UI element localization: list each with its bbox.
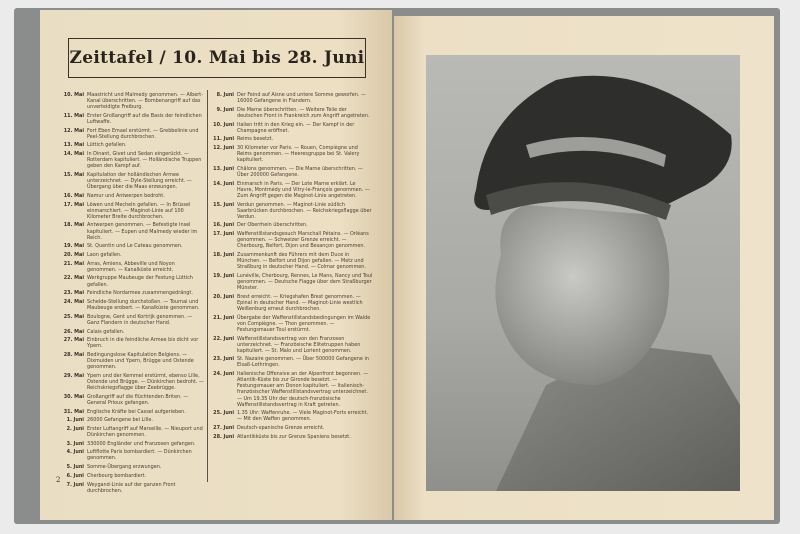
timeline-entry [210, 145, 373, 163]
entry-date: 6. Juni [66, 472, 84, 479]
entry-text: Der Oberrhein überschritten. [237, 222, 308, 229]
timeline-entry [60, 441, 205, 447]
entry-date: 28. Mai [63, 351, 84, 358]
timeline-entry [60, 222, 205, 240]
timeline-entry [210, 273, 373, 291]
timeline-entry [60, 482, 205, 494]
timeline-entry [60, 290, 205, 296]
page-title: Zeittafel / 10. Mai bis 28. Juni [69, 48, 365, 68]
entry-date: 21. Mai [63, 260, 84, 267]
entry-text: Der Feind auf Aisne und untere Somme geworfen. — 16000 Gefangene in Flandern. [237, 92, 366, 105]
timeline-entry [60, 92, 205, 110]
timeline-entry [60, 261, 205, 273]
entry-text: Luftflotte Paris bombardiert. — Dünkirchen genommen. [87, 449, 192, 462]
entry-text: Erster Großangriff auf die Basis der feindlichen Luftwaffe. [87, 112, 202, 125]
entry-text: Arras, Amiens, Abbeville und Noyon genommen. — Kanalküste erreicht. [87, 260, 175, 273]
entry-date: 26. Mai [63, 328, 84, 335]
timeline-entry [60, 373, 205, 391]
entry-text: Zusammenkunft des Führers mit dem Duce in München. — Belfort und Dijon gefallen. — Metz und Straßburg in deutscher Hand. — Colmar genommen. [237, 252, 366, 271]
timeline-entry [210, 371, 373, 408]
entry-date: 23. Juni [213, 356, 234, 363]
entry-date: 14. Juni [213, 180, 234, 187]
entry-text: Löwen und Mecheln gefallen. — In Brüssel einmarschiert. — Maginot-Linie auf 100 Kilometer Breite durchbrochen. [87, 201, 191, 220]
entry-text: Reims besetzt. [237, 136, 274, 143]
entry-date: 23. Mai [63, 290, 84, 297]
timeline-entry [60, 142, 205, 148]
entry-text: Ypern und der Kemmel erstürmt, ebenso Lille, Ostende und Brügge. — Dünkirchen bedroht. — Reichskriegsflagge über Zeebrügge. [87, 372, 204, 392]
timeline-entry [210, 294, 373, 312]
entry-text: Namur und Antwerpen bedroht. [87, 192, 165, 199]
entry-text: Die Marne überschritten. — Weitere Teile der deutschen Front in Frankreich zum Angriff angetreten. [237, 106, 370, 119]
entry-text: Atlantikküste bis zur Grenze Spaniens besetzt. [237, 433, 351, 440]
entry-text: Verdun genommen. — Maginot-Linie südlich Saarbrücken durchbrochen. — Reichskriegsflagge über Verdun. [237, 201, 372, 220]
entry-text: Lüttich gefallen. [87, 142, 127, 149]
timeline-left-column [60, 92, 205, 496]
entry-text: Antwerpen genommen. — Befestigte Insel kapituliert. — Eupen und Malmedy wieder im Reich. [87, 222, 198, 241]
timeline-entry [60, 337, 205, 349]
entry-date: 2. Juni [66, 425, 84, 432]
entry-text: Deutsch-spanische Grenze erreicht. [237, 425, 325, 432]
entry-date: 10. Mai [63, 92, 84, 98]
timeline-entry [60, 128, 205, 140]
entry-date: 12. Juni [213, 145, 234, 152]
entry-text: Boulogne, Gent und Kortrijk genommen. — Ganz Flandern in deutscher Hand. [87, 313, 193, 326]
entry-text: Maastricht und Malmedy genommen. — Albert-Kanal überschritten. — Bombenangriff auf das unverteidigte Freiburg. [87, 92, 203, 111]
entry-date: 25. Juni [213, 410, 234, 417]
entry-date: 15. Mai [63, 172, 84, 178]
entry-text: Übergabe der Waffenstillstandsbedingungen im Walde von Compiègne. — Thon genommen. — Festungsmauer Toul erstürmt. [237, 314, 371, 333]
timeline-entry [210, 336, 373, 354]
entry-text: Weygand-Linie auf der ganzen Front durchbrochen. [87, 481, 176, 494]
entry-text: Lunéville, Cherbourg, Rennes, Le Mans, Nancy und Toul genommen. — Deutsche Flagge über dem Straßburger Münster. [237, 272, 373, 292]
timeline-entry [210, 434, 373, 440]
timeline-entry [60, 314, 205, 326]
entry-date: 19. Juni [213, 272, 234, 279]
timeline-entry [60, 299, 205, 311]
entry-date: 5. Juni [66, 464, 84, 471]
entry-date: 25. Mai [63, 313, 84, 320]
entry-text: St. Quentin und Le Cateau genommen. [87, 243, 183, 250]
entry-date: 24. Mai [63, 298, 84, 305]
timeline-entry [60, 473, 205, 479]
timeline-entry [60, 243, 205, 249]
entry-date: 14. Mai [63, 151, 84, 158]
timeline-entry [60, 409, 205, 415]
entry-date: 17. Mai [63, 201, 84, 208]
title-box [68, 38, 366, 78]
timeline-entry [60, 329, 205, 335]
timeline-entry [60, 426, 205, 438]
entry-text: Werkgruppe Maubeuge der Festung Lüttich gefallen. [87, 275, 193, 288]
entry-date: 16. Juni [213, 222, 234, 229]
entry-text: Waffenstillstandsvertrag von den Franzosen unterzeichnet. — Französische Elitetruppen haben kapituliert. — St. Malo und Lorient genommen. [237, 335, 361, 354]
entry-text: Italienische Offensive an der Alpenfront begonnen. — Atlantik-Küste bis zur Gironde besetzt. — Festungsmauer am Donon kapituliert. — Italienisch-französischer Waffenstillstandsvertrag unterzeichnet. — Um 19.35 Uhr der deutsch-französische Waffenstillstandsvertrag in Kraft getreten. [237, 371, 369, 408]
timeline-right-column [210, 92, 373, 442]
timeline-entry [60, 172, 205, 190]
entry-date: 22. Mai [63, 275, 84, 282]
column-divider [207, 90, 208, 482]
timeline-entry [210, 202, 373, 220]
timeline-entry [60, 193, 205, 199]
timeline-entry [210, 222, 373, 228]
timeline-entry [60, 352, 205, 370]
entry-date: 7. Juni [66, 481, 84, 488]
entry-date: 18. Mai [63, 222, 84, 229]
entry-text: Feindliche Nordarmee zusammengedrängt. [87, 290, 193, 297]
timeline-entry [60, 449, 205, 461]
entry-text: 26000 Gefangene bei Lille. [87, 417, 153, 424]
timeline-entry [60, 464, 205, 470]
entry-text: Einmarsch in Paris. — Der Lote Marne erklärt. Le Havre, Montmédy und Vitry-le-François genommen. — Zum Angriff gegen die Maginot-Linie angetreten. [237, 180, 370, 199]
timeline-entry [60, 113, 205, 125]
timeline-entry [210, 425, 373, 431]
timeline-entry [210, 122, 373, 134]
timeline-entry [60, 275, 205, 287]
timeline-entry [60, 417, 205, 423]
entry-date: 24. Juni [213, 371, 234, 378]
timeline-entry [210, 356, 373, 368]
entry-date: 12. Mai [63, 127, 84, 134]
entry-text: In Dinant, Givet und Sedan eingerückt. — Rotterdam kapituliert. — Holländische Truppen geben den Kampf auf. [87, 151, 202, 170]
timeline-entry [210, 107, 373, 119]
entry-date: 29. Mai [63, 372, 84, 379]
entry-date: 31. Mai [63, 408, 84, 415]
entry-text: Kapitulation der holländischen Armee unterzeichnet. — Dyle-Stellung erreicht. — Übergang über die Maas erzwungen. [87, 172, 192, 191]
entry-text: Schelde-Stellung durchstoßen. — Tournai und Maubeuge erobert. — Kanalküste genommen. [87, 298, 200, 312]
entry-date: 28. Juni [213, 433, 234, 440]
portrait-image [426, 55, 740, 491]
entry-text: Erster Luftangriff auf Marseille. — Nieuport und Dünkirchen genommen. [87, 425, 203, 438]
entry-text: Waffenstillstandsgesuch Marschall Pétains. — Orléans genommen. — Schweizer Grenze erreicht. — Cherbourg, Belfort, Dijon und Besançon genommen. [237, 231, 369, 250]
timeline-entry [210, 166, 373, 178]
entry-date: 8. Juni [216, 92, 234, 98]
entry-date: 1. Juni [66, 417, 84, 424]
entry-text: 1.35 Uhr: Waffenruhe. — Viele Maginot-Forts erreicht. — Mit den Waffen genommen. [237, 410, 369, 423]
entry-date: 4. Juni [66, 449, 84, 456]
timeline-entry [210, 136, 373, 142]
entry-date: 18. Juni [213, 252, 234, 258]
entry-text: Fort Eben Emael erstürmt. — Grebbelinie und Peel-Stellung durchbrochen. [87, 127, 199, 140]
entry-date: 20. Mai [63, 252, 84, 258]
entry-date: 10. Juni [213, 121, 234, 128]
entry-text: Italien tritt in den Krieg ein. — Der Kampf in der Champagne eröffnet. [237, 121, 355, 134]
entry-text: Einbruch in die feindliche Armee bis dicht vor Ypern. [87, 337, 199, 350]
entry-text: Großangriff auf die flüchtenden Briten. — General Prioux gefangen. [87, 393, 189, 406]
timeline-entry [210, 231, 373, 249]
timeline-entry [210, 181, 373, 199]
entry-date: 9. Juni [216, 106, 234, 113]
entry-date: 27. Mai [63, 337, 84, 344]
entry-date: 15. Juni [213, 201, 234, 208]
entry-date: 11. Mai [63, 112, 84, 119]
timeline-entry [60, 394, 205, 406]
entry-date: 20. Juni [213, 293, 234, 300]
entry-text: Somme-Übergang erzwungen. [87, 464, 162, 471]
entry-date: 30. Mai [63, 393, 84, 400]
entry-date: 13. Juni [213, 165, 234, 172]
entry-text: St. Nazaire genommen. — Über 500000 Gefangene in Elsaß-Lothringen. [237, 356, 369, 369]
timeline-entry [210, 252, 373, 270]
entry-text: Brest erreicht. — Kriegshafen Brest genommen. — Epinal in deutscher Hand. — Maginot-Linie westlich Weißenburg erneut durchbrochen. [237, 293, 363, 312]
entry-date: 11. Juni [213, 136, 234, 143]
entry-date: 22. Juni [213, 335, 234, 342]
entry-date: 21. Juni [213, 314, 234, 321]
entry-date: 13. Mai [63, 142, 84, 149]
timeline-entry [210, 315, 373, 333]
timeline-entry [210, 92, 373, 104]
entry-text: 330000 Engländer und Franzosen gefangen. [87, 440, 196, 447]
portrait-photo [426, 55, 740, 491]
entry-text: Laon gefallen. [87, 252, 122, 258]
entry-text: Calais gefallen. [87, 328, 125, 335]
entry-text: Cherbourg bombardiert. [87, 472, 147, 479]
entry-date: 27. Juni [213, 425, 234, 432]
timeline-entry [60, 252, 205, 258]
entry-text: 30 Kilometer vor Paris. — Rouen, Compiègne und Reims genommen. — Heeresgruppe bei St. Valery kapituliert. [237, 145, 360, 164]
entry-text: Bedingungslose Kapitulation Belgiens. — Dixmuiden und Ypern, Brügge und Ostende genommen. [87, 351, 194, 371]
entry-date: 17. Juni [213, 231, 234, 238]
entry-text: Englische Kräfte bei Cassel aufgerieben. [87, 408, 186, 415]
page-number: 2 [56, 476, 61, 484]
timeline-entry [60, 151, 205, 169]
entry-date: 19. Mai [63, 243, 84, 250]
entry-text: Châlons genommen. — Die Marne überschritten. — Über 200000 Gefangene. [237, 165, 363, 178]
entry-date: 16. Mai [63, 192, 84, 199]
timeline-entry [60, 202, 205, 220]
timeline-entry [210, 410, 373, 422]
entry-date: 3. Juni [66, 440, 84, 447]
